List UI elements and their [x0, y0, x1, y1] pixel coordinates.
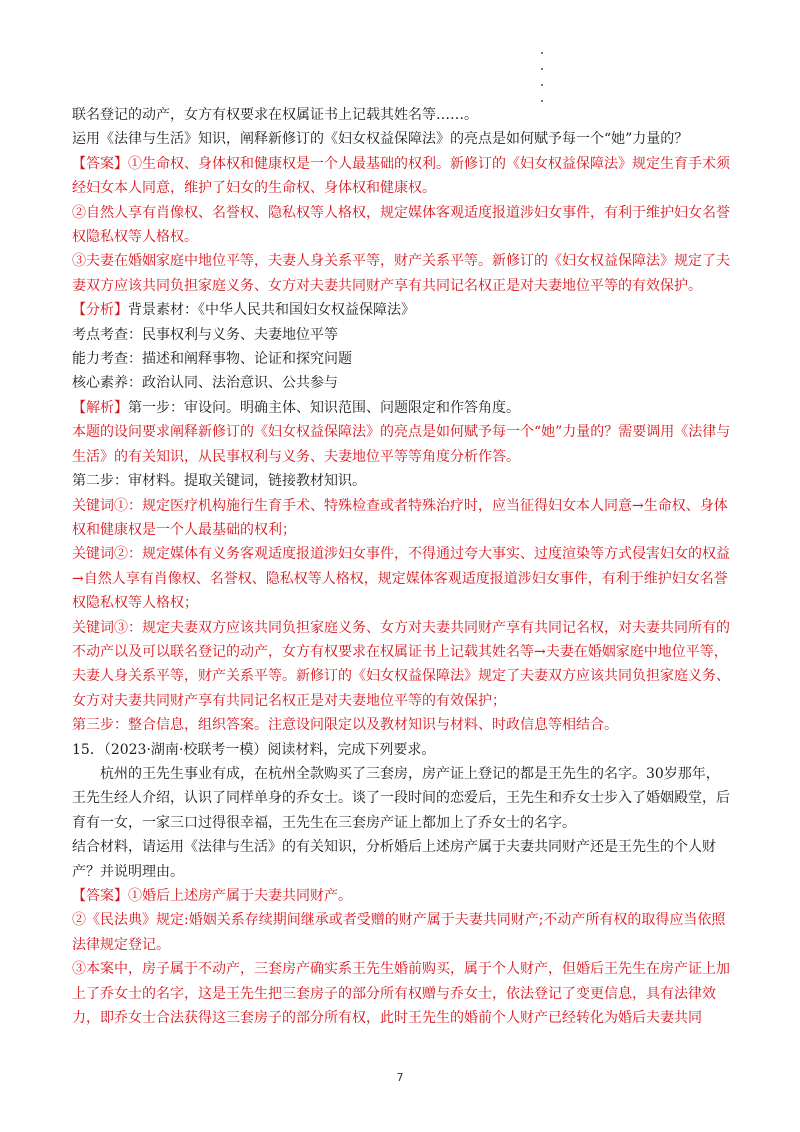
dot	[541, 84, 543, 86]
explain-step-3: 第三步：整合信息，组织答案。注意设问限定以及教材知识与材料、时政信息等相结合。	[72, 717, 618, 734]
dot	[541, 52, 543, 54]
analysis-tag: 【分析】	[72, 302, 128, 319]
analysis-line-2: 考点考查：民事权利与义务、夫妻地位平等	[72, 326, 338, 343]
dot	[541, 100, 543, 102]
q14-answer-1: 【答案】①生命权、身体权和健康权是一个人最基础的权利。新修订的《妇女权益保障法》规定生育手术须经妇女本人同意，维护了妇女的生命权、身体权和健康权。	[72, 155, 730, 197]
page-number: 7	[396, 1071, 404, 1084]
q14-question: 运用《法律与生活》知识，阐释新修订的《妇女权益保障法》的亮点是如何赋予每一个“她”力量的？	[72, 131, 689, 148]
dot	[541, 68, 543, 70]
q14-answer-3: ③夫妻在婚姻家庭中地位平等，夫妻人身关系平等，财产关系平等。新修订的《妇女权益保障法》规定了夫妻双方应该共同负担家庭义务、女方对夫妻共同财产享有共同记名权正是对夫妻地位平等的有效保护。	[72, 253, 730, 294]
explain-step-1-detail: 本题的设问要求阐释新修订的《妇女权益保障法》的亮点是如何赋予每一个“她”力量的？需要调用《法律与生活》的有关知识，从民事权利与义务、夫妻地位平等等角度分析作答。	[72, 424, 731, 465]
explain-step-1: 【解析】第一步：审设问。明确主体、知识范围、问题限定和作答角度。	[72, 399, 520, 416]
keyword-2: 关键词②：规定媒体有义务客观适度报道涉妇女事件，不得通过夸大事实、过度渲染等方式侵害妇女的权益→自然人享有肖像权、名誉权、隐私权等人格权，规定媒体客观适度报道涉妇女事件，有利于维护妇女名誉权隐私权等人格权；	[72, 546, 730, 612]
q15-material: 杭州的王先生事业有成，在杭州全款购买了三套房，房产证上登记的都是王先生的名字。30岁那年，王先生经人介绍，认识了同样单身的乔女士。谈了一段时间的恋爱后，王先生和乔女士步入了婚姻殿堂，后育有一女，一家三口过得很幸福，王先生在三套房产证上都加上了乔女士的名字。	[72, 765, 730, 831]
answer-tag: 【答案】	[72, 155, 128, 172]
page-content	[72, 103, 732, 1030]
q15-question: 结合材料，请运用《法律与生活》的有关知识，分析婚后上述房产属于夫妻共同财产还是王先生的个人财产？并说明理由。	[72, 839, 716, 880]
q15-answer-1: 【答案】①婚后上述房产属于夫妻共同财产。	[72, 888, 352, 904]
keyword-1: 关键词①：规定医疗机构施行生育手术、特殊检查或者特殊治疗时，应当征得妇女本人同意→生命权、身体权和健康权是一个人最基础的权利；	[72, 497, 728, 538]
explain-tag: 【解析】	[72, 399, 128, 416]
keyword-3: 关键词③：规定夫妻双方应该共同负担家庭义务、女方对夫妻共同财产享有共同记名权，对夫妻共同所有的不动产以及可以联名登记的动产，女方有权要求在权属证书上记载其姓名等→夫妻在婚姻家庭中地位平等，夫妻人身关系平等，财产关系平等。新修订的《妇女权益保障法》规定了夫妻双方应该共同负担家庭义务、女方对夫妻共同财产享有共同记名权正是对夫妻地位平等的有效保护；	[72, 619, 730, 709]
q15-answer-2: ②《民法典》规定:婚姻关系存续期间继承或者受赠的财产属于夫妻共同财产;不动产所有权的取得应当依照法律规定登记。	[72, 912, 726, 953]
q14-answer-2: ②自然人享有肖像权、名誉权、隐私权等人格权，规定媒体客观适度报道涉妇女事件，有利于维护妇女名誉权隐私权等人格权。	[72, 204, 730, 246]
analysis-line-4: 核心素养：政治认同、法治意识、公共参与	[72, 375, 338, 392]
q15-header: 15．（2023·湖南·校联考一模）阅读材料，完成下列要求。	[72, 741, 436, 758]
explain-step-2: 第二步：审材料。提取关键词，链接教材知识。	[72, 473, 366, 490]
continuation-line: 联名登记的动产，女方有权要求在权属证书上记载其姓名等……。	[72, 107, 478, 123]
analysis-line-3: 能力考查：描述和阐释事物、论证和探究问题	[72, 351, 352, 368]
analysis-line-1: 【分析】背景素材：《中华人民共和国妇女权益保障法》	[72, 302, 415, 319]
q15-answer-3: ③本案中，房子属于不动产，三套房产确实系王先生婚前购买，属于个人财产，但婚后王先生在房产证上加上了乔女士的名字，这是王先生把三套房子的部分所有权赠与乔女士，依法登记了变更信息，具有法律效力，即乔女士合法获得这三套房子的部分所有权，此时王先生的婚前个人财产已经转化为婚后夫妻共同	[72, 961, 730, 1027]
